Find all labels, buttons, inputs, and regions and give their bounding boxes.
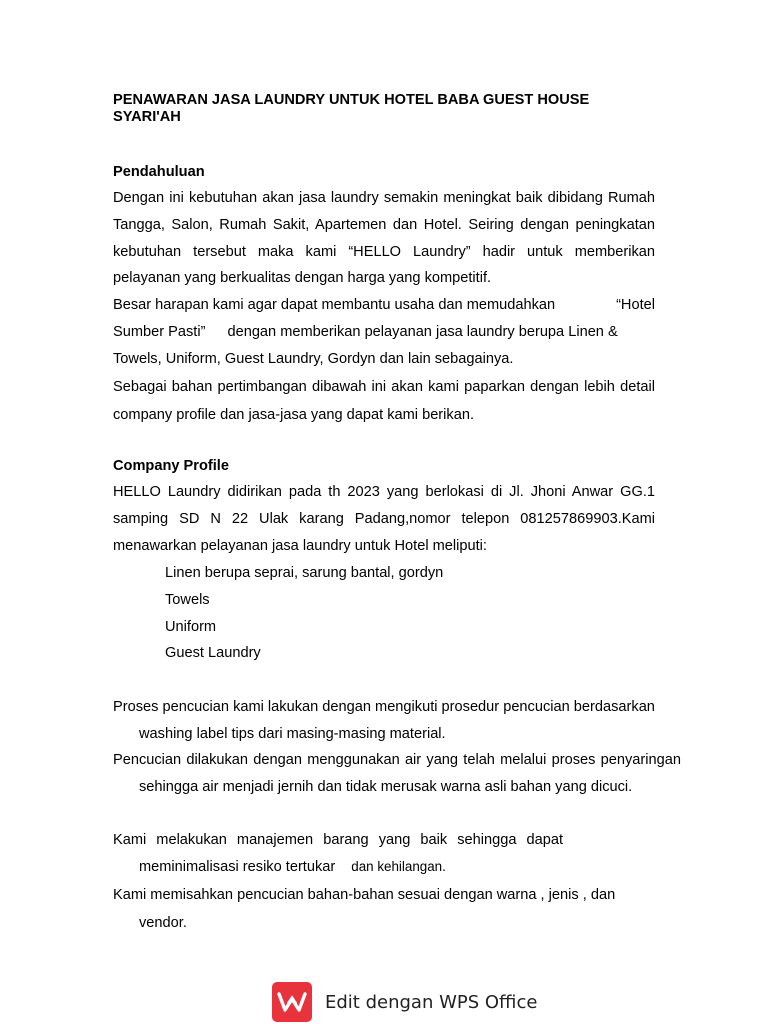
wps-edit-label: Edit dengan WPS Office <box>325 991 538 1013</box>
process-paragraph-3-line-2a: meminimalisasi resiko tertukar <box>139 858 336 875</box>
process-paragraph-3 <box>113 827 655 881</box>
services-list <box>165 560 443 667</box>
list-item: Uniform <box>165 618 217 635</box>
list-item: Guest Laundry <box>165 645 261 662</box>
wps-office-logo-icon <box>272 982 312 1022</box>
list-item: Towels <box>165 591 210 608</box>
intro-paragraph-2-line-2a: Sumber Pasti” <box>113 323 206 340</box>
intro-paragraph-1: Dengan ini kebutuhan akan jasa laundry semakin meningkat baik dibidang Rumah Tangga, Salon, Rumah Sakit, Apartemen dan Hotel. Seiring dengan peningkatan kebutuhan tersebut maka kami “HELLO Laundry” hadir untuk memberikan pelayanan yang berkualitas dengan harga yang kompetitif. <box>113 190 655 287</box>
process-paragraph-3-line-1: Kami melakukan manajemen barang yang baik sehingga dapat <box>113 832 563 848</box>
document-title: PENAWARAN JASA LAUNDRY UNTUK HOTEL BABA GUEST HOUSE SYARI'AH <box>113 92 590 125</box>
process-paragraph-4-line-2: vendor. <box>139 915 187 931</box>
intro-paragraph-2-line-1: Besar harapan kami agar dapat membantu usaha dan memudahkan <box>113 297 556 313</box>
intro-paragraph-3: Sebagai bahan pertimbangan dibawah ini akan kami paparkan dengan lebih detail company profile dan jasa-jasa yang dapat kami berikan. <box>113 379 655 423</box>
process-paragraph-1: Proses pencucian kami lakukan dengan mengikuti prosedur pencucian berdasarkan washing label tips dari masing-masing material. <box>113 699 655 742</box>
profile-paragraph: HELLO Laundry didirikan pada th 2023 yang berlokasi di Jl. Jhoni Anwar GG.1 samping SD N 22 Ulak karang Padang,nomor telepon 081257869903.Kami menawarkan pelayanan jasa laundry untuk Hotel meliputi: <box>113 484 655 554</box>
intro-paragraph-2 <box>113 292 655 372</box>
edit-with-wps-button[interactable] <box>272 982 537 1022</box>
intro-paragraph-2-line-3: Towels, Uniform, Guest Laundry, Gordyn dan lain sebagainya. <box>113 350 514 367</box>
process-paragraph-4 <box>113 881 655 937</box>
process-paragraph-2: Pencucian dilakukan dengan menggunakan air yang telah melalui proses penyaringan sehingga air menjadi jernih dan tidak merusak warna asli bahan yang dicuci. <box>113 752 681 795</box>
process-paragraph-3-line-2b: dan kehilangan. <box>351 858 446 874</box>
intro-paragraph-2-line-2b: dengan memberikan pelayanan jasa laundry berupa Linen & <box>227 323 618 340</box>
list-item: Linen berupa seprai, sarung bantal, gordyn <box>165 565 444 581</box>
section-heading-pendahuluan: Pendahuluan <box>113 164 205 180</box>
intro-paragraph-2-quote: “Hotel <box>616 297 655 313</box>
process-paragraph-4-line-1: Kami memisahkan pencucian bahan-bahan sesuai dengan warna , jenis , dan <box>113 887 616 903</box>
section-heading-company-profile: Company Profile <box>113 458 229 474</box>
